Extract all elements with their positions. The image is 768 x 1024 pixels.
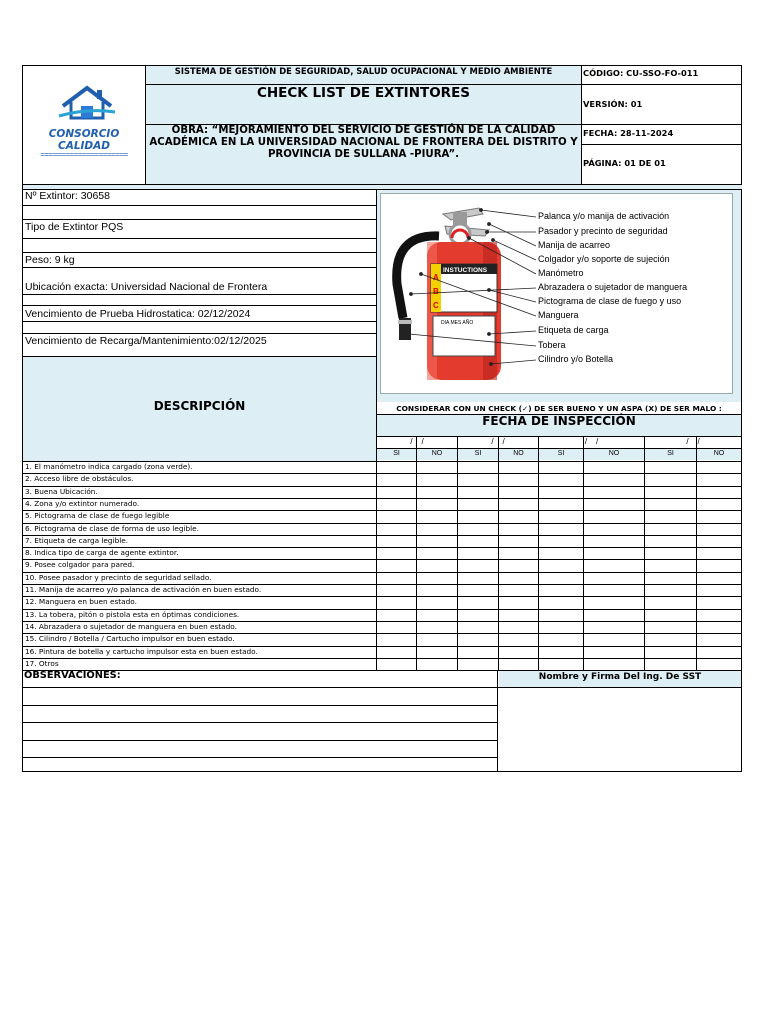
si-cell-11-1[interactable]	[377, 584, 416, 596]
logo-name: CONSORCIO CALIDAD	[48, 128, 120, 152]
si-cell-4-2[interactable]	[458, 498, 498, 510]
no-cell-8-1[interactable]	[417, 547, 457, 559]
checklist-item-13: 13. La tobera, pitón o pistola esta en óptimas condiciones.	[25, 609, 240, 619]
checklist-item-14: 14. Abrazadera o sujetador de manguera en buen estado.	[25, 621, 237, 631]
checklist-item-11: 11. Manija de acarreo y/o palanca de activación en buen estado.	[25, 585, 262, 594]
no-cell-15-1[interactable]	[417, 633, 457, 645]
firma-label: Nombre y Firma Del Ing. De SST	[499, 671, 741, 687]
si-cell-10-3[interactable]	[539, 572, 583, 584]
no-cell-13-3[interactable]	[584, 609, 644, 621]
no-cell-14-2[interactable]	[499, 621, 538, 633]
si-cell-4-3[interactable]	[539, 498, 583, 510]
extintor-recarga: Vencimiento de Recarga/Mantenimiento:02/12/2025	[25, 335, 267, 347]
no-cell-8-4[interactable]	[697, 547, 741, 559]
si-cell-15-2[interactable]	[458, 633, 498, 645]
checklist-item-4: 4. Zona y/o extintor numerado.	[25, 498, 140, 508]
no-cell-14-1[interactable]	[417, 621, 457, 633]
si-cell-1-2[interactable]	[458, 461, 498, 473]
no-cell-10-4[interactable]	[697, 572, 741, 584]
no-header-2: NO	[513, 450, 524, 457]
checklist-item-7: 7. Etiqueta de carga legible.	[25, 535, 129, 545]
no-cell-13-1[interactable]	[417, 609, 457, 621]
si-cell-15-3[interactable]	[539, 633, 583, 645]
date-label: DIA MES AÑO	[441, 320, 474, 326]
no-cell-4-3[interactable]	[584, 498, 644, 510]
si-cell-13-4[interactable]	[645, 609, 696, 621]
date-slot-3[interactable]: / /	[584, 437, 599, 446]
checklist-item-16: 16. Pintura de botella y cartucho impulsor esta en buen estado.	[25, 646, 258, 656]
diagram-label-etiqueta: Etiqueta de carga	[538, 325, 609, 335]
no-cell-11-2[interactable]	[499, 584, 538, 596]
no-header-1: NO	[431, 450, 443, 457]
si-cell-10-1[interactable]	[377, 572, 416, 584]
date-slot-4[interactable]: / /	[686, 437, 700, 446]
si-cell-9-4[interactable]	[645, 559, 696, 571]
extinguisher-diagram	[380, 193, 733, 394]
diagram-label-pasador: Pasador y precinto de seguridad	[538, 226, 668, 236]
si-cell-8-3[interactable]	[539, 547, 583, 559]
si-cell-17-4[interactable]	[645, 658, 696, 670]
version-label: VERSIÓN: 01	[583, 99, 643, 109]
no-cell-2-4[interactable]	[697, 473, 741, 485]
si-header-2: SI	[474, 450, 482, 457]
no-cell-9-2[interactable]	[499, 559, 538, 571]
si-cell-6-1[interactable]	[377, 523, 416, 535]
si-cell-1-4[interactable]	[645, 461, 696, 473]
checklist-item-5: 5. Pictograma de clase de fuego legible	[25, 511, 170, 521]
no-cell-2-2[interactable]	[499, 473, 538, 485]
no-cell-10-1[interactable]	[417, 572, 457, 584]
si-cell-3-2[interactable]	[458, 486, 498, 498]
no-cell-17-3[interactable]	[584, 658, 644, 670]
si-cell-4-1[interactable]	[377, 498, 416, 510]
diagram-label-palanca: Palanca y/o manija de activación	[538, 211, 670, 221]
no-cell-8-3[interactable]	[584, 547, 644, 559]
no-cell-7-1[interactable]	[417, 535, 457, 547]
codigo-label: CÓDIGO: CU-SSO-FO-011	[583, 68, 699, 78]
extintor-peso: Peso: 9 kg	[25, 254, 75, 266]
no-cell-15-3[interactable]	[584, 633, 644, 645]
si-cell-4-4[interactable]	[645, 498, 696, 510]
no-header-4: NO	[713, 450, 725, 457]
si-cell-15-1[interactable]	[377, 633, 416, 645]
si-cell-5-3[interactable]	[539, 510, 583, 522]
pagina-label: PÁGINA: 01 DE 01	[583, 158, 666, 168]
fecha-inspeccion-title: FECHA DE INSPECCIÓN	[377, 415, 741, 436]
si-cell-12-2[interactable]	[458, 596, 498, 608]
diagram-label-abrazadera: Abrazadera o sujetador de manguera	[538, 282, 688, 292]
no-cell-13-4[interactable]	[697, 609, 741, 621]
extintor-ubicacion: Ubicación exacta: Universidad Nacional de Frontera	[25, 281, 268, 293]
si-header-4: SI	[667, 450, 674, 457]
no-cell-7-3[interactable]	[584, 535, 644, 547]
si-cell-5-4[interactable]	[645, 510, 696, 522]
si-cell-1-3[interactable]	[539, 461, 583, 473]
no-cell-17-1[interactable]	[417, 658, 457, 670]
no-cell-5-1[interactable]	[417, 510, 457, 522]
si-cell-3-1[interactable]	[377, 486, 416, 498]
checklist-item-12: 12. Manguera en buen estado.	[25, 597, 137, 607]
no-cell-3-1[interactable]	[417, 486, 457, 498]
observaciones-input-area[interactable]	[23, 688, 497, 771]
no-cell-16-1[interactable]	[417, 646, 457, 658]
si-cell-13-2[interactable]	[458, 609, 498, 621]
no-cell-9-3[interactable]	[584, 559, 644, 571]
si-cell-14-2[interactable]	[458, 621, 498, 633]
checklist-item-8: 8. Indica tipo de carga de agente extintor.	[25, 548, 179, 558]
si-cell-16-2[interactable]	[458, 646, 498, 658]
inspection-instruction: CONSIDERAR CON UN CHECK (✓) DE SER BUENO Y UN ASPA (X) DE SER MALO :	[396, 404, 722, 413]
house-logo-icon	[57, 82, 117, 122]
no-header-3: NO	[608, 450, 620, 457]
no-cell-15-4[interactable]	[697, 633, 741, 645]
si-cell-2-2[interactable]	[458, 473, 498, 485]
si-cell-7-1[interactable]	[377, 535, 416, 547]
no-cell-1-4[interactable]	[697, 461, 741, 473]
si-cell-6-2[interactable]	[458, 523, 498, 535]
no-cell-9-4[interactable]	[697, 559, 741, 571]
si-cell-16-1[interactable]	[377, 646, 416, 658]
checklist-item-15: 15. Cilindro / Botella / Cartucho impulsor en buen estado.	[25, 634, 235, 644]
si-cell-14-3[interactable]	[539, 621, 583, 633]
si-cell-16-4[interactable]	[645, 646, 696, 658]
no-cell-14-3[interactable]	[584, 621, 644, 633]
si-cell-15-4[interactable]	[645, 633, 696, 645]
date-slot-2[interactable]: / /	[491, 437, 505, 446]
no-cell-10-3[interactable]	[584, 572, 644, 584]
no-cell-3-4[interactable]	[697, 486, 741, 498]
no-cell-16-2[interactable]	[499, 646, 538, 658]
no-cell-11-1[interactable]	[417, 584, 457, 596]
no-cell-11-3[interactable]	[584, 584, 644, 596]
extintor-tipo: Tipo de Extintor PQS	[25, 221, 124, 233]
no-cell-7-2[interactable]	[499, 535, 538, 547]
no-cell-11-4[interactable]	[697, 584, 741, 596]
si-cell-17-2[interactable]	[458, 658, 498, 670]
no-cell-6-1[interactable]	[417, 523, 457, 535]
si-cell-6-3[interactable]	[539, 523, 583, 535]
si-cell-14-1[interactable]	[377, 621, 416, 633]
si-cell-6-4[interactable]	[645, 523, 696, 535]
no-cell-17-2[interactable]	[499, 658, 538, 670]
si-cell-2-4[interactable]	[645, 473, 696, 485]
si-cell-7-2[interactable]	[458, 535, 498, 547]
extintor-numero: Nº Extintor: 30658	[25, 190, 110, 202]
logo-cell	[23, 66, 145, 184]
si-cell-3-4[interactable]	[645, 486, 696, 498]
diagram-label-cilindro: Cilindro y/o Botella	[538, 354, 614, 364]
no-cell-8-2[interactable]	[499, 547, 538, 559]
si-cell-1-1[interactable]	[377, 461, 416, 473]
diagram-label-manguera: Manguera	[538, 310, 579, 320]
si-cell-16-3[interactable]	[539, 646, 583, 658]
date-slot-1[interactable]: / /	[410, 437, 424, 446]
si-cell-14-4[interactable]	[645, 621, 696, 633]
si-cell-12-3[interactable]	[539, 596, 583, 608]
no-cell-16-4[interactable]	[697, 646, 741, 658]
si-cell-8-1[interactable]	[377, 547, 416, 559]
si-header-1: SI	[393, 450, 400, 457]
checklist-item-1: 1. El manómetro indica cargado (zona verde).	[25, 462, 193, 471]
descripcion-title: DESCRIPCIÓN	[153, 399, 246, 413]
no-cell-4-4[interactable]	[697, 498, 741, 510]
no-cell-13-2[interactable]	[499, 609, 538, 621]
si-cell-9-1[interactable]	[377, 559, 416, 571]
observaciones-label: OBSERVACIONES:	[24, 670, 121, 681]
checklist-item-10: 10. Posee pasador y precinto de seguridad sellado.	[25, 572, 212, 582]
diagram-label-pictograma: Pictograma de clase de fuego y uso	[538, 296, 682, 306]
no-cell-9-1[interactable]	[417, 559, 457, 571]
si-cell-3-3[interactable]	[539, 486, 583, 498]
no-cell-2-1[interactable]	[417, 473, 457, 485]
si-cell-8-4[interactable]	[645, 547, 696, 559]
abc-letter-a: A	[433, 273, 439, 282]
no-cell-4-2[interactable]	[499, 498, 538, 510]
si-cell-11-4[interactable]	[645, 584, 696, 596]
no-cell-4-1[interactable]	[417, 498, 457, 510]
no-cell-6-2[interactable]	[499, 523, 538, 535]
no-cell-10-2[interactable]	[499, 572, 538, 584]
si-cell-10-4[interactable]	[645, 572, 696, 584]
no-cell-12-4[interactable]	[697, 596, 741, 608]
no-cell-6-3[interactable]	[584, 523, 644, 535]
no-cell-1-2[interactable]	[499, 461, 538, 473]
si-cell-9-3[interactable]	[539, 559, 583, 571]
no-cell-6-4[interactable]	[697, 523, 741, 535]
doc-title: CHECK LIST DE EXTINTORES	[146, 85, 581, 124]
si-cell-13-1[interactable]	[377, 609, 416, 621]
no-cell-1-3[interactable]	[584, 461, 644, 473]
fecha-label: FECHA: 28-11-2024	[583, 128, 674, 138]
si-cell-5-1[interactable]	[377, 510, 416, 522]
si-cell-2-1[interactable]	[377, 473, 416, 485]
si-cell-11-2[interactable]	[458, 584, 498, 596]
no-cell-14-4[interactable]	[697, 621, 741, 633]
diagram-label-manometro: Manómetro	[538, 268, 584, 278]
checklist-item-17: 17. Otros	[25, 658, 59, 668]
si-cell-7-4[interactable]	[645, 535, 696, 547]
diagram-label-manija: Manija de acarreo	[538, 240, 611, 250]
no-cell-12-3[interactable]	[584, 596, 644, 608]
checklist-item-6: 6. Pictograma de clase de forma de uso legible.	[25, 523, 199, 533]
no-cell-15-2[interactable]	[499, 633, 538, 645]
no-cell-5-3[interactable]	[584, 510, 644, 522]
no-cell-3-2[interactable]	[499, 486, 538, 498]
checklist-item-3: 3. Buena Ubicación.	[25, 486, 98, 496]
extintor-prueba-hidrostatica: Vencimiento de Prueba Hidrostatica: 02/12/2024	[25, 308, 251, 320]
si-cell-11-3[interactable]	[539, 584, 583, 596]
no-cell-7-4[interactable]	[697, 535, 741, 547]
si-cell-9-2[interactable]	[458, 559, 498, 571]
no-cell-12-2[interactable]	[499, 596, 538, 608]
no-cell-16-3[interactable]	[584, 646, 644, 658]
si-header-3: SI	[557, 450, 565, 457]
checklist-item-2: 2. Acceso libre de obstáculos.	[25, 474, 134, 484]
no-cell-1-1[interactable]	[417, 461, 457, 473]
si-cell-5-2[interactable]	[458, 510, 498, 522]
no-cell-5-2[interactable]	[499, 510, 538, 522]
si-cell-2-3[interactable]	[539, 473, 583, 485]
diagram-label-tobera: Tobera	[538, 340, 566, 350]
no-cell-2-3[interactable]	[584, 473, 644, 485]
logo-underline: =====================	[40, 150, 128, 159]
si-cell-13-3[interactable]	[539, 609, 583, 621]
no-cell-12-1[interactable]	[417, 596, 457, 608]
obra-description: OBRA: “MEJORAMIENTO DEL SERVICIO DE GESTIÓN DE LA CALIDAD ACADÉMICA EN LA UNIVERSIDAD NACIONAL DE FRONTERA DEL DISTRITO Y PROVINCIA DE SULLANA -PIURA”.	[146, 125, 581, 184]
no-cell-3-3[interactable]	[584, 486, 644, 498]
si-cell-8-2[interactable]	[458, 547, 498, 559]
si-cell-17-1[interactable]	[377, 658, 416, 670]
si-cell-12-1[interactable]	[377, 596, 416, 608]
system-title: SISTEMA DE GESTIÓN DE SEGURIDAD, SALUD OCUPACIONAL Y MEDIO AMBIENTE	[146, 66, 581, 84]
checklist-item-9: 9. Posee colgador para pared.	[25, 560, 135, 570]
si-cell-10-2[interactable]	[458, 572, 498, 584]
diagram-label-colgador: Colgador y/o soporte de sujeción	[538, 254, 670, 264]
si-cell-17-3[interactable]	[539, 658, 583, 670]
si-cell-12-4[interactable]	[645, 596, 696, 608]
no-cell-5-4[interactable]	[697, 510, 741, 522]
firma-signature-area[interactable]	[498, 688, 741, 771]
no-cell-17-4[interactable]	[697, 658, 741, 670]
si-cell-7-3[interactable]	[539, 535, 583, 547]
plate-text: INSTUCTIONS	[443, 267, 488, 274]
abc-letter-b: B	[433, 287, 439, 296]
abc-letter-c: C	[433, 301, 439, 310]
fire-extinguisher-icon	[381, 194, 734, 395]
